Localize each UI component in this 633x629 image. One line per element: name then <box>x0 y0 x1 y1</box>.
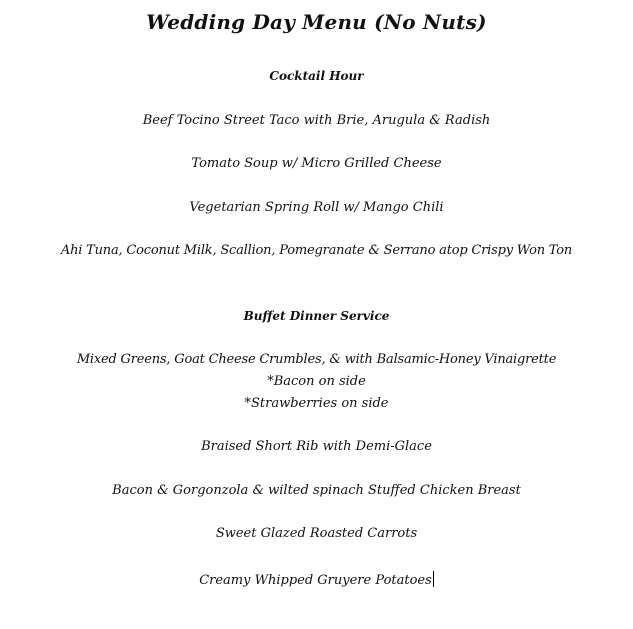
menu-item: Bacon & Gorgonzola & wilted spinach Stuffed Chicken Breast <box>112 483 521 498</box>
menu-item-text: Creamy Whipped Gruyere Potatoes <box>199 573 432 588</box>
menu-item: Sweet Glazed Roasted Carrots <box>215 526 418 541</box>
text-cursor <box>433 571 434 587</box>
menu-item: Tomato Soup w/ Micro Grilled Cheese <box>191 156 442 171</box>
menu-item: Beef Tocino Street Taco with Brie, Arugula & Radish <box>142 113 491 128</box>
menu-item-note: *Bacon on side <box>267 374 366 389</box>
menu-item-last[interactable] <box>0 571 633 587</box>
section-heading-cocktail-hour: Cocktail Hour <box>269 69 364 83</box>
menu-item-note: *Strawberries on side <box>244 396 389 411</box>
menu-item: Braised Short Rib with Demi-Glace <box>201 439 432 454</box>
menu-item: Vegetarian Spring Roll w/ Mango Chili <box>189 200 444 215</box>
menu-item: Mixed Greens, Goat Cheese Crumbles, & with Balsamic-Honey Vinaigrette <box>76 352 557 367</box>
section-heading-buffet-dinner-service: Buffet Dinner Service <box>243 309 390 323</box>
menu-item: Ahi Tuna, Coconut Milk, Scallion, Pomegranate & Serrano atop Crispy Won Ton <box>60 243 573 258</box>
menu-title: Wedding Day Menu (No Nuts) <box>146 10 487 34</box>
